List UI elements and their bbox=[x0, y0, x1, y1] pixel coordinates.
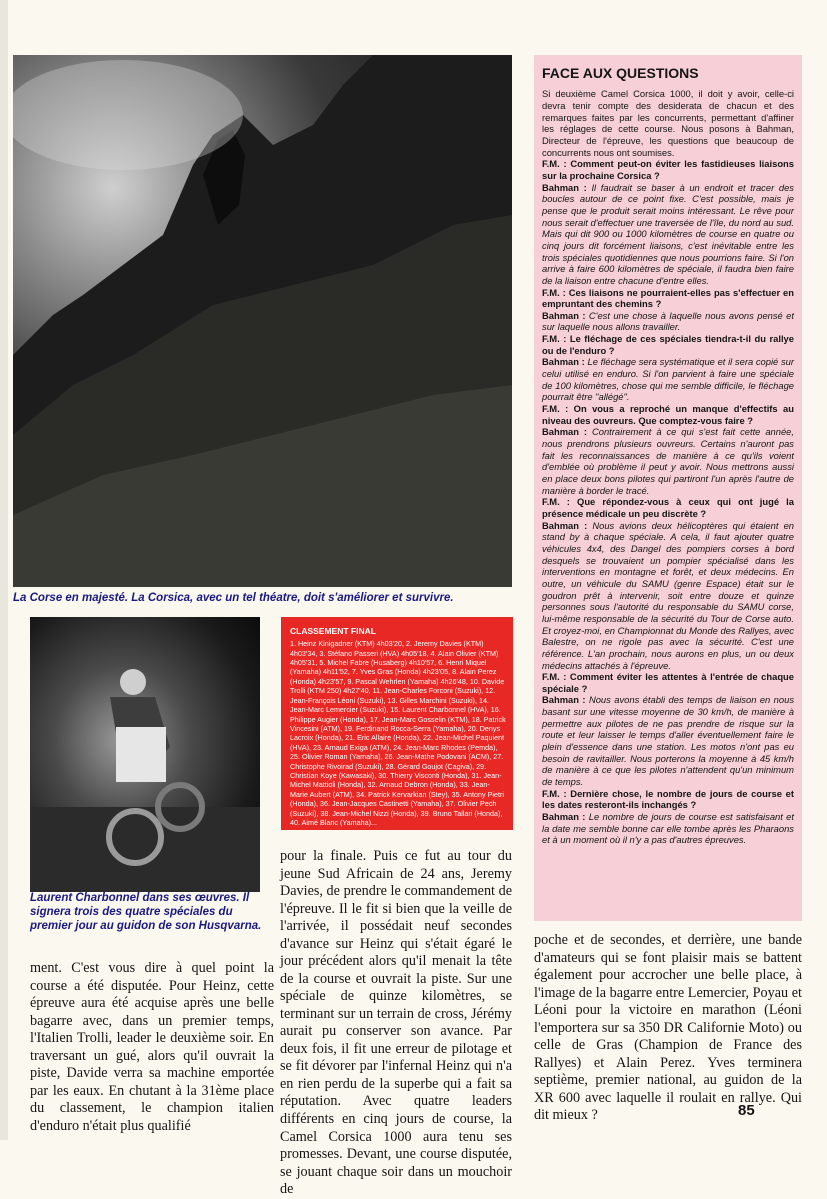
page-edge bbox=[0, 0, 8, 1140]
classement-final-box bbox=[281, 617, 513, 830]
qa-item bbox=[542, 403, 794, 496]
sidebar-title: FACE AUX QUESTIONS bbox=[542, 65, 699, 81]
article-column-2: pour la finale. Puis ce fut au tour du jeune Sud Africain de 24 ans, Jeremy Davies, de prendre le commandement de l'épreuve. Il le fit si bien que la veille de l'arrivée, il possédait neuf secondes d'avance sur Heinz qui s'était égaré le jour précédent alors qu'il menait la tête de la course et ouvrait la piste. Sur une spéciale de quinze kilomètres, se terminant sur un terrain de cross, Jérémy aurait pu conserver son avance. Par deux fois, il fit une erreur de pilotage et se fit dévorer par l'infernal Heinz qui n'a en rien perdu de la superbe qui a fait sa réputation. Avec quatre leaders différents en cinq jours de course, la Camel Corsica 1000 aura tenu ses promesses. Devant, une course disputée, se jouant chaque soir dans un mouchoir de bbox=[280, 848, 512, 1198]
qa-item bbox=[542, 333, 794, 403]
classement-text: 1. Heinz Kinigadner (KTM) 4h03'20, 2. Jeremy Davies (KTM) 4h03'34, 3. Stéfano Passeri (HVA) 4h05'18, 4. Alain Olivier (KTM) 4h05'31, 5. Michel Fabre (Husaberg) 4h10'57, 6. Henri Miquel (Yamaha) 4h11'52, 7. Yves Gras (Honda) 4h23'05, 8. Alain Perez (Honda) 4h23'57, 9. Pascal Wehrlen (Yamaha) 4h26'48, 10. Davide Trolli (KTM 250) 4h27'40, 11. Jean-Charles Forconi (Suzuki), 12. Jean-François Léoni (Suzuki), 13. Gilles Marchini (Suzuki), 14. Jean-Marc Lemercier (Suzuki), 15. Laurent Charbonnel (HVA), 16. Philippe Augier (Honda), 17. Jean-Marc Gosselin (KTM), 18. Patrick Vincesini (ATM), 19. Ferdinand Rocca-Serra (Yamaha), 20. Denys Lacroix (Honda), 21. Eric Allaire (Honda), 22. Jean-Michel Paquient (HVA), 23. Arnaud Exiga (ATM), 24. Jean-Marc Rhodes (Pemda), 25. Olivier Roman (Yamaha), 26. Jean-Mathe Podovani (ACM), 27. Christophe Rivoirad (Suzuki), 28. Gérard Goujot (Cagiva), 29. Christian Koye (Kawasaki), 30. Thierry Visconti (Honda), 31. Jean-Michel Mattioli (Honda), 32. Arnaud Debron (Honda), 33. Jean-Marie Aubert (ATM), 34. Patrick Kervarkian (Stey), 35. Antony Pietri (Honda), 36. Jean-Jacques Castinetti (Yamaha), 37. Olivier Pech (Suzuki), 38. Jean-Michel Nizzi (Honda), 39. Bruno Tallari (Honda), 40. Aimé Blanc (Yamaha)... bbox=[290, 639, 506, 828]
answer-label: Bahman : bbox=[542, 694, 586, 706]
answer-label: Bahman : bbox=[542, 811, 586, 823]
answer-label: Bahman : bbox=[542, 519, 588, 531]
question: F.M. : Comment éviter les attentes à l'entrée de chaque spéciale ? bbox=[542, 671, 794, 694]
qa-item bbox=[542, 671, 794, 788]
question: F.M. : Comment peut-on éviter les fastidieuses liaisons sur la prochaine Corsica ? bbox=[542, 158, 794, 181]
answer: Il faudrait se baser à un endroit et tracer des boucles autour de ce point fixe. C'est possible, mais je pense que le produit serait moins intéressant. Le rêve pour nous serait d'effectuer une traversée de l'île, du nord au sud. Mais qui dit 900 ou 1000 kilomètres de course en quatre ou cinq jours dit forcément liaisons, c'est inévitable entre les trois spéciales quotidiennes que nous pourrions faire. Si l'on arrive à faire 600 kilomètres de spéciale, il faudra bien faire de la liaison entre chacune d'entre elles. bbox=[542, 181, 794, 286]
qa-item bbox=[542, 496, 794, 671]
article-column-1: ment. C'est vous dire à quel point la course a été disputée. Pour Heinz, cette épreuve aura été acquise après une belle bagarre avec, dans un premier temps, l'Italien Trolli, leader le deuxième soir. En traversant un gué, alors qu'il ouvrait la piste, Davide verra sa machine emportée par les eaux. En chutant à la 31ème place du classement, le champion italien d'enduro n'était plus qualifié bbox=[30, 960, 274, 1134]
question: F.M. : Le fléchage de ces spéciales tiendra-t-il du rallye ou de l'enduro ? bbox=[542, 333, 794, 356]
rider-photo bbox=[30, 617, 260, 892]
question: F.M. : Dernière chose, le nombre de jours de course et les dates resteront-ils inchangés ? bbox=[542, 787, 794, 811]
question: F.M. : On vous a reproché un manque d'effectifs au niveau des ouvreurs. Que comptez-vous faire ? bbox=[542, 403, 794, 426]
article-column-3: poche et de secondes, et derrière, une bande d'amateurs qui se font plaisir mais se battent également pour accrocher une belle place, à l'image de la bagarre entre Lemercier, Poyau et Léoni pour la victoire en marathon (Léoni l'emportera sur sa 350 DR Californie Moto) ou celle de Gras (Champion de France des Rallyes) et Alain Perez. Yves terminera septième, premier national, au guidon de la XR 600 avec laquelle il roulait en rallye. Qui dit mieux ? bbox=[534, 932, 802, 1124]
answer-label: Bahman : bbox=[542, 181, 587, 193]
question: F.M. : Que répondez-vous à ceux qui ont jugé la présence médicale un peu discrète ? bbox=[542, 496, 794, 519]
answer-label: Bahman : bbox=[542, 309, 586, 321]
page-number: 85 bbox=[738, 1102, 755, 1119]
answer: Le nombre de jours de course est satisfaisant et la date me semble bonne car elle tombe après les Pharaons et à un moment où il n'y a pas d'autres épreuves. bbox=[542, 811, 794, 846]
qa-item bbox=[542, 287, 794, 334]
classement-title: CLASSEMENT FINAL bbox=[290, 626, 376, 636]
sidebar-intro: Si deuxième Camel Corsica 1000, il doit y avoir, celle-ci devra tenir compte des desiderata de chacun et des remarques faites par les concurrents, permettant d'affiner les réglages de cette course. Nous posons à Bahman, Directeur de l'épreuve, les questions que beaucoup de concurrents nous ont soumises. bbox=[542, 88, 794, 158]
answer: Nous avons établi des temps de liaison en nous basant sur une vitesse moyenne de 30 km/h, de manière à permettre aux pilotes de ne pas prendre de risque sur la route et leur laisser le temps d'aller éventuellement faire le plein d'essence dans une station. Les motos n'ont pas eu besoin de ravitailler. Nous porterons la moyenne à 45 km/h de manière à ce que les pilotes n'attendent qu'un minimum de temps. bbox=[542, 694, 795, 788]
qa-list bbox=[542, 158, 794, 846]
bottom-photo-caption: Laurent Charbonnel dans ses œuvres. Il signera trois des quatre spéciales du premier jour au guidon de son Husqvarna. bbox=[30, 892, 262, 932]
answer-label: Bahman : bbox=[542, 426, 588, 438]
qa-item bbox=[542, 158, 794, 286]
corsica-landscape-photo bbox=[13, 55, 512, 587]
answer: Nous avions deux hélicoptères qui étaient en stand by à chaque spéciale. A cela, il faut ajouter quatre véhicules 4x4, des Dangel des pompiers corses à bord desquels se trouvaient un pompier spécialisé dans les interventions en montagne et forêt, et deux médecins. En outre, un véhicule du SAMU (genre Espace) était sur le goudron prêt à intervenir, soit entre douze et quinze personnes sous l'autorité du responsable du SAMU corse, lui-même responsable de la sécurité du Tour de Corse auto. Et croyez-moi, en Championnat du Monde des Rallyes, avec Balestre, on ne rigole pas avec la sécurité. C'est une référence. L'an prochain, nous aurons en plus, un ou deux médecins attachés à l'épreuve. bbox=[542, 519, 794, 671]
answer: Contrairement à ce qui s'est fait cette année, nous prendrons plusieurs ouvreurs. Certains n'auront pas fait les reconnaissances de manière à ce qu'ils voient d'emblée où problème il peut y avoir. Nous mettrons aussi en place deux bons pilotes qui partiront l'un après l'autre de manière à border le tracé. bbox=[542, 426, 795, 496]
interview-sidebar bbox=[534, 55, 802, 921]
top-photo-caption: La Corse en majesté. La Corsica, avec un tel théatre, doit s'améliorer et survivre. bbox=[13, 592, 454, 604]
qa-item bbox=[542, 788, 794, 846]
answer: C'est une chose à laquelle nous avons pensé et sur laquelle nous allons travailler. bbox=[542, 309, 794, 333]
answer-label: Bahman : bbox=[542, 356, 585, 368]
question: F.M. : Ces liaisons ne pourraient-elles pas s'effectuer en empruntant des chemins ? bbox=[542, 286, 794, 310]
answer: Le fléchage sera systématique et il sera copié sur celui utilisé en enduro. Si l'on parvient à faire une spéciale de 100 kilomètres, chose qui me semble difficile, le fléchage pourrait être "allégé". bbox=[542, 356, 794, 403]
